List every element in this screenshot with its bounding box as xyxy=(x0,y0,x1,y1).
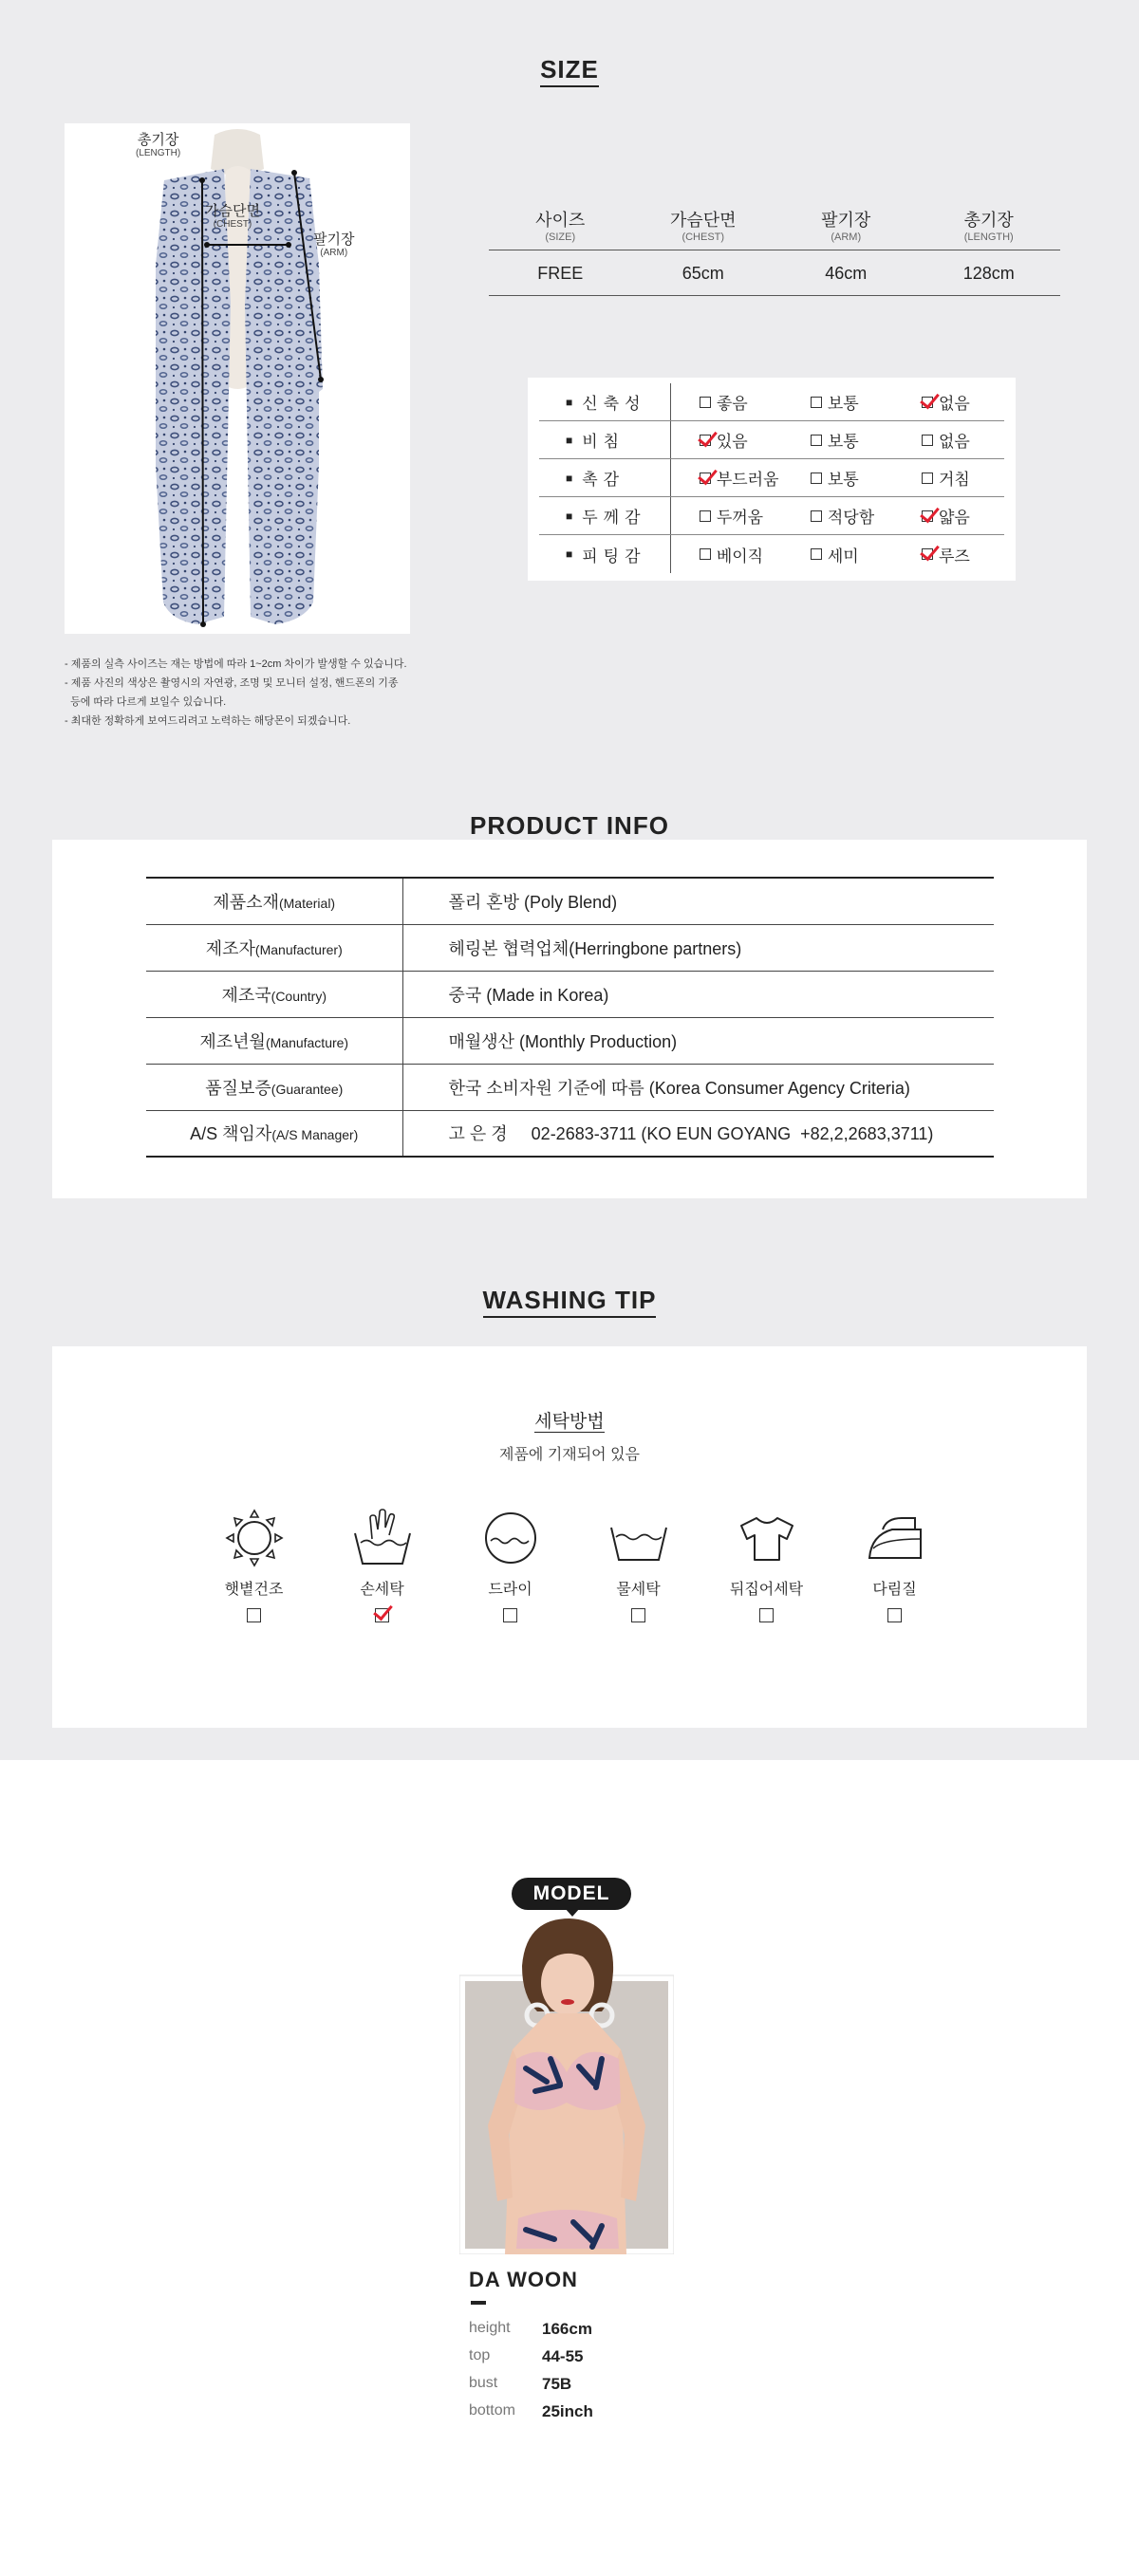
model-stats xyxy=(469,2320,593,2430)
washing-tip-title: WASHING TIP xyxy=(0,1286,1139,1318)
info-key-ko: 제품소재 xyxy=(213,892,279,912)
feel-option xyxy=(893,504,1004,528)
feel-checkbox[interactable] xyxy=(922,435,933,446)
feel-checkbox[interactable] xyxy=(922,548,933,560)
table-row xyxy=(146,1017,994,1064)
feel-option-label: 적당함 xyxy=(827,509,875,527)
feel-option-label: 부드러움 xyxy=(716,471,779,489)
feel-row xyxy=(539,383,1004,421)
size-table-row: FREE 65cm 46cm 128cm xyxy=(489,250,1060,296)
info-value: 한국 소비자원 기준에 따름 (Korea Consumer Agency Criteria) xyxy=(402,1064,994,1110)
size-notes: - 제품의 실측 사이즈는 재는 방법에 따라 1~2cm 차이가 발생할 수 있습니다. - 제품 사진의 색상은 촬영시의 자연광, 조명 및 모니터 설정, 핸드폰의 기종 등에 따라 다르게 보일수 있습니다. - 최대한 정확하게 보여드리려고 노력하는 해당몬이 되겠습니다. xyxy=(65,658,407,727)
hand-wash-icon xyxy=(351,1507,414,1569)
feel-checkbox[interactable] xyxy=(811,548,822,560)
size-table xyxy=(489,201,1060,296)
wash-label: 물세탁 xyxy=(616,1582,661,1598)
square-bullet-icon: ■ xyxy=(566,509,573,523)
wash-label: 손세탁 xyxy=(360,1582,404,1598)
info-key xyxy=(146,878,402,924)
info-value: 폴리 혼방 (Poly Blend) xyxy=(402,878,994,924)
feel-checkbox[interactable] xyxy=(700,510,711,522)
feel-checkbox[interactable] xyxy=(811,473,822,484)
stat-row: bottom 25inch xyxy=(469,2402,593,2420)
feel-checkbox[interactable] xyxy=(811,435,822,446)
washing-heading: 세탁방법 xyxy=(534,1412,605,1432)
info-key-ko: 품질보증 xyxy=(205,1078,271,1098)
feel-row xyxy=(539,421,1004,459)
dry-clean-icon xyxy=(479,1507,542,1569)
model-photo xyxy=(459,1917,674,2254)
feel-option-label: 보통 xyxy=(827,471,859,489)
info-key xyxy=(146,924,402,971)
square-bullet-icon: ■ xyxy=(566,547,573,561)
table-row xyxy=(146,1064,994,1110)
model-image xyxy=(459,1917,674,2254)
feel-name-label: 두께감 xyxy=(582,509,646,527)
stat-row: bust 75B xyxy=(469,2375,572,2393)
size-table-header: 사이즈 (SIZE) 가슴단면 (CHEST) 팔기장 (ARM) 총기장 (LENGTH) xyxy=(489,201,1060,250)
feel-option xyxy=(782,390,893,414)
feel-row xyxy=(539,497,1004,535)
chest-label: 가슴단면 (CHEST) xyxy=(205,203,260,230)
square-bullet-icon: ■ xyxy=(566,433,573,447)
feel-option-label: 세미 xyxy=(827,547,859,565)
washing-icons xyxy=(190,1507,959,1627)
feel-option xyxy=(782,504,893,528)
wash-checkbox[interactable] xyxy=(247,1608,261,1622)
info-value: 고 은 경 02-2683-3711 (KO EUN GOYANG +82,2,2683,3711) xyxy=(402,1110,994,1157)
feel-name xyxy=(539,497,671,534)
feel-option-label: 없음 xyxy=(938,433,970,451)
feel-checkbox[interactable] xyxy=(700,473,711,484)
leopard-cardigan-image xyxy=(65,123,410,634)
feel-option xyxy=(671,504,782,528)
feel-option xyxy=(893,428,1004,452)
info-key-ko: 제조년월 xyxy=(199,1031,266,1051)
feel-option-label: 없음 xyxy=(938,395,970,413)
wash-checkbox[interactable] xyxy=(375,1608,389,1622)
feel-name xyxy=(539,459,671,496)
size-section-title: SIZE xyxy=(0,55,1139,87)
feel-row xyxy=(539,459,1004,497)
length-label: 총기장 (LENGTH) xyxy=(136,132,181,158)
info-key-ko: A/S 책임자 xyxy=(190,1124,272,1144)
feel-name-label: 피팅감 xyxy=(582,547,646,565)
wash-checkbox[interactable] xyxy=(887,1608,902,1622)
info-value: 중국 (Made in Korea) xyxy=(402,971,994,1017)
wash-checkbox[interactable] xyxy=(631,1608,645,1622)
square-bullet-icon: ■ xyxy=(566,471,573,485)
model-name: DA WOON xyxy=(469,2268,578,2291)
info-key xyxy=(146,1064,402,1110)
feel-option xyxy=(782,428,893,452)
wash-item-inside-out xyxy=(702,1507,831,1627)
feel-option xyxy=(671,543,782,566)
wash-label: 다림질 xyxy=(872,1582,917,1598)
model-name-underline xyxy=(471,2301,486,2305)
wash-item-hand xyxy=(318,1507,446,1627)
table-row xyxy=(146,878,994,924)
info-key-en: (Manufacture) xyxy=(265,1034,349,1050)
feel-checkbox[interactable] xyxy=(922,397,933,408)
feel-option xyxy=(893,466,1004,490)
feel-name xyxy=(539,535,671,573)
feel-option-label: 보통 xyxy=(827,433,859,451)
sun-icon xyxy=(223,1507,286,1569)
wash-item-dry xyxy=(446,1507,574,1627)
feel-option xyxy=(671,390,782,414)
info-value: 매월생산 (Monthly Production) xyxy=(402,1017,994,1064)
feel-name xyxy=(539,383,671,420)
iron-icon xyxy=(864,1507,926,1569)
product-info-table xyxy=(146,877,994,1158)
feel-checkbox[interactable] xyxy=(811,510,822,522)
wash-item-water xyxy=(574,1507,702,1627)
feel-checkbox[interactable] xyxy=(700,548,711,560)
feel-option-label: 얇음 xyxy=(938,509,970,527)
wash-label: 햇볕건조 xyxy=(224,1582,284,1598)
info-key xyxy=(146,971,402,1017)
stat-row: height 166cm xyxy=(469,2320,592,2338)
info-key-en: (Country) xyxy=(271,988,327,1004)
model-badge: MODEL xyxy=(512,1878,631,1910)
feel-checkbox[interactable] xyxy=(811,397,822,408)
table-row xyxy=(146,924,994,971)
feel-option-label: 거침 xyxy=(938,471,970,489)
info-value: 헤링본 협력업체(Herringbone partners) xyxy=(402,924,994,971)
info-key xyxy=(146,1017,402,1064)
water-wash-icon xyxy=(607,1507,670,1569)
feel-option-label: 루즈 xyxy=(938,547,970,565)
wash-item-sun xyxy=(190,1507,318,1627)
shirt-icon xyxy=(736,1507,798,1569)
feel-checkbox[interactable] xyxy=(922,510,933,522)
feel-name xyxy=(539,421,671,458)
arm-label: 팔기장 (ARM) xyxy=(313,232,355,258)
feel-option xyxy=(782,543,893,566)
info-key-en: (Material) xyxy=(278,895,336,911)
info-key-ko: 제조자 xyxy=(205,938,255,958)
info-key-ko: 제조국 xyxy=(221,985,271,1005)
feel-option-label: 있음 xyxy=(716,433,748,451)
garment-photo xyxy=(65,123,410,634)
feel-option-label: 좋음 xyxy=(716,395,748,413)
wash-label: 뒤집어세탁 xyxy=(729,1582,804,1598)
washing-subheading: 제품에 기재되어 있음 xyxy=(499,1447,640,1463)
info-key xyxy=(146,1110,402,1157)
table-row xyxy=(146,1110,994,1157)
feel-option xyxy=(893,390,1004,414)
stat-row: top 44-55 xyxy=(469,2347,584,2365)
feel-checkbox[interactable] xyxy=(700,397,711,408)
product-info-title: PRODUCT INFO xyxy=(0,811,1139,843)
feel-option xyxy=(671,428,782,452)
wash-item-iron xyxy=(831,1507,959,1627)
feel-option xyxy=(671,466,782,490)
feel-option-label: 두꺼움 xyxy=(716,509,764,527)
feel-option-label: 보통 xyxy=(827,395,859,413)
feel-option xyxy=(893,543,1004,566)
feel-option xyxy=(782,466,893,490)
feel-checkbox[interactable] xyxy=(922,473,933,484)
feel-name-label: 촉감 xyxy=(582,471,626,489)
feel-name-label: 신축성 xyxy=(582,395,646,413)
wash-checkbox[interactable] xyxy=(503,1608,517,1622)
model-badge-tail xyxy=(565,1908,580,1917)
feel-name-label: 비침 xyxy=(582,433,626,451)
info-key-en: (Guarantee) xyxy=(271,1081,344,1097)
feel-row xyxy=(539,535,1004,573)
feel-checkbox[interactable] xyxy=(700,435,711,446)
info-key-en: (Manufacturer) xyxy=(254,941,343,957)
wash-label: 드라이 xyxy=(488,1582,532,1598)
fabric-feel-table xyxy=(528,378,1016,581)
table-row xyxy=(146,971,994,1017)
square-bullet-icon: ■ xyxy=(566,395,573,409)
feel-option-label: 베이직 xyxy=(716,547,764,565)
wash-checkbox[interactable] xyxy=(759,1608,774,1622)
info-key-en: (A/S Manager) xyxy=(271,1127,359,1143)
